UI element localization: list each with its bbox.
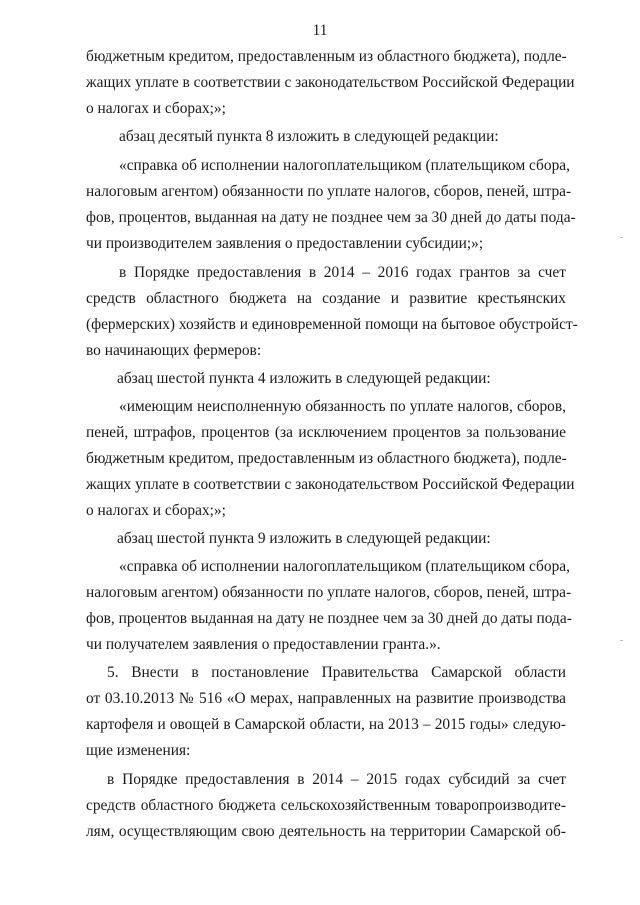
text-line: в Порядке предоставления в 2014 – 2015 годах субсидий за счет [107,771,566,788]
text-line: чи производителем заявления о предоставлении субсидии;»; [86,235,484,252]
text-line: средств областного бюджета на создание и развитие крестьянских [86,290,566,307]
text-line: о налогах и сборах;»; [86,100,226,117]
text-line: в Порядке предоставления в 2014 – 2016 годах грантов за счет [119,264,566,281]
text-line: картофеля и овощей в Самарской области, на 2013 – 2015 годы» следую- [86,716,566,733]
text-line: жащих уплате в соответствии с законодательством Российской Федерации [86,476,575,493]
text-line: налоговым агентом) обязанности по уплате налогов, сборов, пеней, штра- [86,183,572,200]
text-line: бюджетным кредитом, предоставленным из областного бюджета), подле- [86,48,567,65]
text-line: лям, осуществляющим свою деятельность на территории Самарской об- [86,823,566,840]
text-line: фов, процентов выданная на дату не позднее чем за 30 дней до даты пода- [86,610,572,627]
page-number: 11 [312,22,328,39]
text-line: средств областного бюджета сельскохозяйственным товаропроизводите- [86,797,566,814]
text-line: чи получателем заявления о предоставлении гранта.». [86,636,441,653]
text-line: от 03.10.2013 № 516 «О мерах, направленных на развитие производства [86,690,566,707]
text-line: абзац десятый пункта 8 изложить в следующей редакции: [119,128,499,145]
scan-mark [620,640,623,641]
text-line: абзац шестой пункта 4 изложить в следующей редакции: [117,370,491,387]
scan-mark [620,237,623,238]
text-line: «справка об исполнении налогоплательщиком (плательщиком сбора, [119,558,570,575]
text-line: жащих уплате в соответствии с законодательством Российской Федерации [86,74,575,91]
text-line: налоговым агентом) обязанности по уплате налогов, сборов, пеней, штра- [86,584,572,601]
text-line: «справка об исполнении налогоплательщиком (плательщиком сбора, [119,157,570,174]
text-line: бюджетным кредитом, предоставленным из областного бюджета), подле- [86,450,567,467]
text-line: пеней, штрафов, процентов (за исключением процентов за пользование [86,424,566,441]
text-line: щие изменения: [86,742,191,759]
text-line: во начинающих фермеров: [86,342,262,359]
text-line: 5. Внести в постановление Правительства Самарской области [107,664,566,681]
text-line: «имеющим неисполненную обязанность по уплате налогов, сборов, [119,398,566,415]
text-line: абзац шестой пункта 9 изложить в следующей редакции: [117,530,491,547]
text-line: фов, процентов, выданная на дату не позднее чем за 30 дней до даты пода- [86,209,576,226]
text-line: о налогах и сборах;»; [86,502,226,519]
text-line: (фермерских) хозяйств и единовременной помощи на бытовое обустройст- [86,316,578,333]
